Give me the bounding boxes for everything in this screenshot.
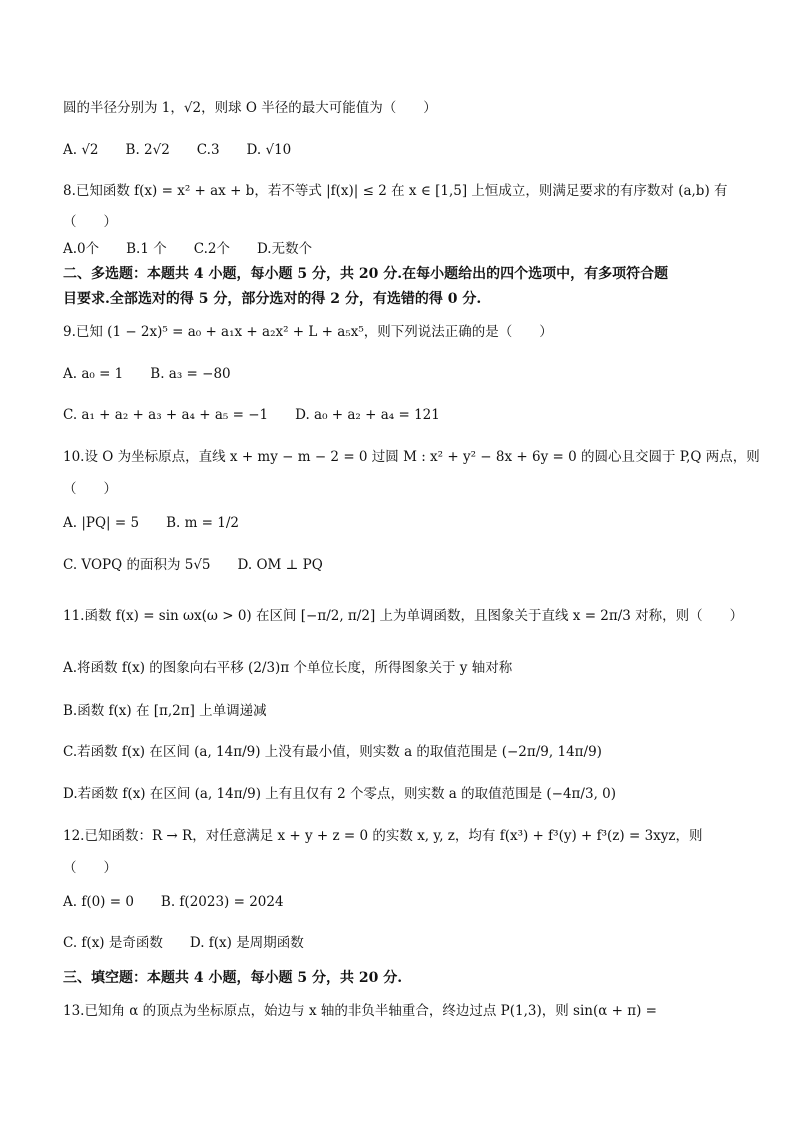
q8-stem: 8.已知函数 f(x) = x² + ax + b，若不等式 |f(x)| ≤ 2 在 x ∈ [1,5] 上恒成立，则满足要求的有序数对 (a,b) 有 (63, 183, 728, 199)
section-2-heading-cont: 目要求.全部选对的得 5 分，部分选对的得 2 分，有选错的得 0 分. (63, 291, 482, 307)
q8-options: A.0个 B.1 个 C.2个 D.无数个 (63, 241, 313, 257)
q7-options: A. √2 B. 2√2 C.3 D. √10 (63, 142, 292, 158)
q11-option-a: A.将函数 f(x) 的图象向右平移 (2/3)π 个单位长度，所得图象关于 y 轴对称 (63, 660, 513, 676)
q9-options-cd: C. a₁ + a₂ + a₃ + a₄ + a₅ = −1 D. a₀ + a₂ + a₄ = 121 (63, 407, 440, 423)
q12-answer-bracket: （ ） (63, 860, 117, 876)
q10-answer-bracket: （ ） (63, 481, 117, 497)
q10-options-ab: A. |PQ| = 5 B. m = 1/2 (63, 515, 239, 531)
q12-options-cd: C. f(x) 是奇函数 D. f(x) 是周期函数 (63, 935, 304, 951)
section-3-heading: 三、填空题：本题共 4 小题，每小题 5 分，共 20 分. (63, 970, 403, 986)
q13-stem: 13.已知角 α 的顶点为坐标原点，始边与 x 轴的非负半轴重合，终边过点 P(1,3)，则 sin(α + π) = (63, 1003, 657, 1019)
q9-options-ab: A. a₀ = 1 B. a₃ = −80 (63, 366, 231, 382)
q12-options-ab: A. f(0) = 0 B. f(2023) = 2024 (63, 894, 284, 910)
q7-continued-text: 圆的半径分别为 1，√2，则球 O 半径的最大可能值为（ ） (63, 100, 437, 116)
section-2-heading: 二、多选题：本题共 4 小题，每小题 5 分，共 20 分.在每小题给出的四个选项中，有多项符合题 (63, 266, 669, 282)
q9-stem: 9.已知 (1 − 2x)⁵ = a₀ + a₁x + a₂x² + L + a₅x⁵，则下列说法正确的是（ ） (63, 324, 553, 340)
q10-options-cd: C. VOPQ 的面积为 5√5 D. OM ⊥ PQ (63, 557, 323, 573)
q11-option-c: C.若函数 f(x) 在区间 (a, 14π/9) 上没有最小值，则实数 a 的取值范围是 (−2π/9, 14π/9) (63, 744, 602, 760)
q10-stem: 10.设 O 为坐标原点，直线 x + my − m − 2 = 0 过圆 M : x² + y² − 8x + 6y = 0 的圆心且交圆于 P,Q 两点，则 (63, 449, 760, 465)
q11-option-d: D.若函数 f(x) 在区间 (a, 14π/9) 上有且仅有 2 个零点，则实数 a 的取值范围是 (−4π/3, 0) (63, 786, 617, 802)
q11-stem: 11.函数 f(x) = sin ωx(ω > 0) 在区间 [−π/2, π/2] 上为单调函数，且图象关于直线 x = 2π/3 对称，则（ ） (63, 608, 744, 624)
q8-answer-bracket: （ ） (63, 214, 117, 230)
q11-option-b: B.函数 f(x) 在 [π,2π] 上单调递减 (63, 703, 267, 719)
q12-stem: 12.已知函数：R → R，对任意满足 x + y + z = 0 的实数 x, y, z，均有 f(x³) + f³(y) + f³(z) = 3xyz，则 (63, 828, 703, 844)
